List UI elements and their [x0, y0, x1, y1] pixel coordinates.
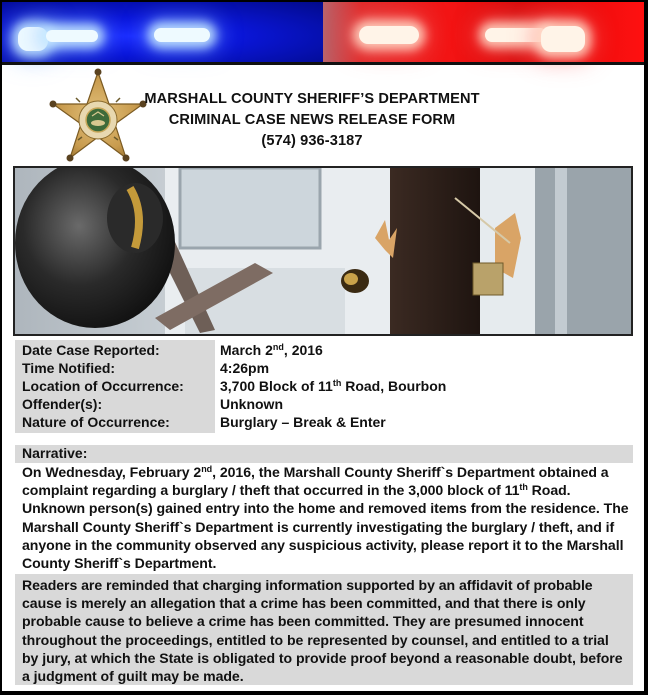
- department-title: MARSHALL COUNTY SHERIFF’S DEPARTMENT: [144, 91, 480, 107]
- red-lamp-icon: [485, 28, 547, 42]
- value-nature: Burglary – Break & Enter: [220, 414, 386, 430]
- disclaimer-text: Readers are reminded that charging information supported by an affidavit of probable cause is merely an allegation that a crime has been committed, and that there is only probable cause to believe a crime has been committed. They are presumed innocent throughout the proceedings, entitled to be represented by counsel, and entitled to a trial by jury, at which the State is obligated to provide proof beyond a reasonable doubt, before a judgment of guilt may be made.: [22, 577, 623, 685]
- disclaimer-box: [15, 574, 633, 685]
- emergency-lights-banner: [2, 2, 644, 64]
- label-nature: Nature of Occurrence:: [22, 414, 170, 430]
- title-block: [142, 89, 482, 152]
- value-time-notified: 4:26pm: [220, 360, 270, 376]
- label-date-reported: Date Case Reported:: [22, 342, 160, 358]
- red-light-panel: [323, 2, 644, 64]
- phone-number: (574) 936-3187: [261, 133, 363, 149]
- value-location: 3,700 Block of 11th Road, Bourbon: [220, 378, 447, 394]
- page-header: [2, 65, 644, 165]
- blue-lamp-icon: [154, 28, 210, 42]
- blue-lamp-icon: [46, 30, 98, 42]
- narrative-heading-bar: [15, 445, 633, 463]
- label-offenders: Offender(s):: [22, 396, 103, 412]
- blue-light-panel: [2, 2, 323, 64]
- red-lamp-icon: [359, 26, 419, 44]
- sheriff-star-badge-icon: [47, 68, 149, 164]
- value-date-reported: March 2nd, 2016: [220, 342, 323, 358]
- form-title: CRIMINAL CASE NEWS RELEASE FORM: [168, 112, 456, 128]
- label-time-notified: Time Notified:: [22, 360, 116, 376]
- blue-lamp-icon: [18, 27, 48, 51]
- burglary-photo: [13, 166, 633, 336]
- narrative-heading: Narrative:: [22, 445, 88, 461]
- news-release-form: [2, 2, 644, 691]
- crowbar-door-image: [15, 168, 631, 334]
- value-offenders: Unknown: [220, 396, 283, 412]
- red-lamp-icon: [541, 26, 585, 52]
- label-location: Location of Occurrence:: [22, 378, 184, 394]
- narrative-text: On Wednesday, February 2nd, 2016, the Marshall County Sheriff`s Department obtained a complaint regarding a burglary / theft that occurred in the 3,000 block of 11th Road. Unknown person(s) gained entry into the home and removed items from the residence. The Marshall County Sheriff`s Department is currently investigating the burglary / theft, and if anyone in the community observed any suspicious activity, please report it to the Marshall County Sheriff`s Department.: [22, 464, 629, 572]
